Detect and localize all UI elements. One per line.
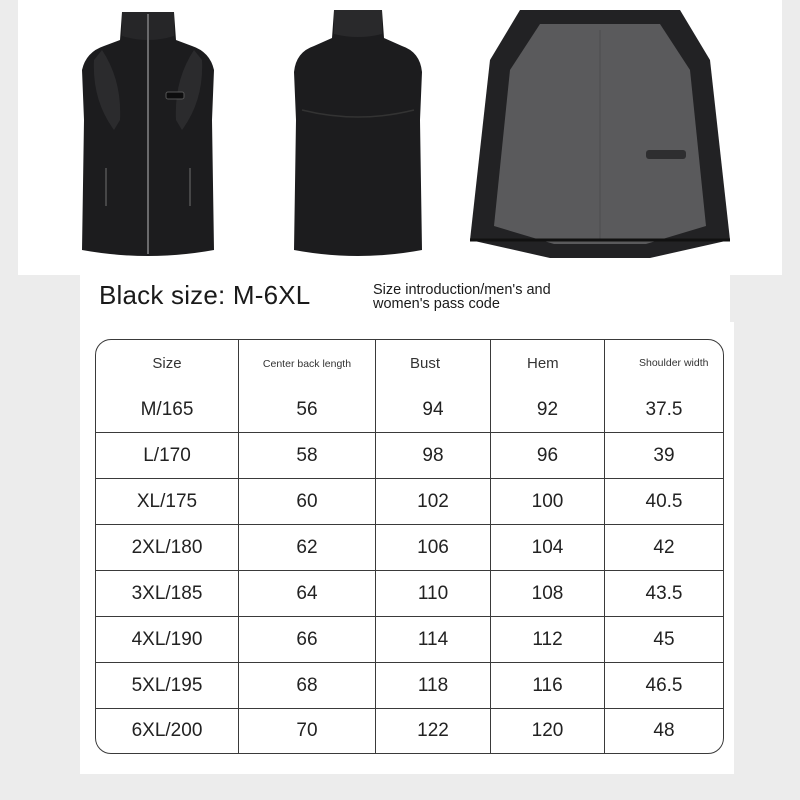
cell-size: L/170 [96,433,239,479]
cell-size: M/165 [96,387,239,433]
header-bust: Bust [376,340,491,387]
cell-shoulder-width: 46.5 [605,663,723,709]
cell-center-back-length: 56 [239,387,376,433]
table-row [96,709,723,753]
cell-center-back-length: 58 [239,433,376,479]
cell-shoulder-width: 37.5 [605,387,723,433]
cell-shoulder-width: 45 [605,617,723,663]
cell-shoulder-width: 40.5 [605,479,723,525]
page-title: Black size: M-6XL [99,280,311,310]
cell-hem: 92 [491,387,605,433]
table-row [96,479,723,525]
header-shoulder-width: Shoulder width [639,357,709,369]
header-size: Size [96,340,239,387]
cell-hem: 116 [491,663,605,709]
table-row [96,525,723,571]
size-note: Size introduction/men's and women's pass code [373,282,551,312]
cell-size: 2XL/180 [96,525,239,571]
cell-bust: 98 [376,433,491,479]
cell-size: 4XL/190 [96,617,239,663]
cell-size: 6XL/200 [96,709,239,753]
cell-shoulder-width: 42 [605,525,723,571]
table-row [96,617,723,663]
cell-bust: 110 [376,571,491,617]
vest-front-illustration [62,0,234,270]
cell-hem: 120 [491,709,605,753]
cell-hem: 108 [491,571,605,617]
table-row [96,571,723,617]
vest-back-image [272,0,444,270]
cell-center-back-length: 70 [239,709,376,753]
cell-bust: 106 [376,525,491,571]
cell-shoulder-width: 43.5 [605,571,723,617]
cell-bust: 122 [376,709,491,753]
table-row [96,663,723,709]
cell-bust: 114 [376,617,491,663]
vest-inner-illustration [450,0,745,270]
header-hem: Hem [491,340,605,387]
table-row [96,387,723,433]
cell-center-back-length: 66 [239,617,376,663]
cell-bust: 118 [376,663,491,709]
table-row [96,433,723,479]
cell-center-back-length: 62 [239,525,376,571]
cell-hem: 112 [491,617,605,663]
vest-front-image [62,0,234,270]
cell-size: 3XL/185 [96,571,239,617]
cell-hem: 96 [491,433,605,479]
cell-shoulder-width: 48 [653,720,675,741]
cell-hem: 100 [491,479,605,525]
cell-shoulder-width: 39 [605,433,723,479]
cell-center-back-length: 64 [239,571,376,617]
cell-bust: 94 [376,387,491,433]
cell-size: XL/175 [96,479,239,525]
cell-center-back-length: 60 [239,479,376,525]
table-header-row [96,340,723,387]
vest-back-illustration [272,0,444,270]
cell-hem: 104 [491,525,605,571]
cell-center-back-length: 68 [239,663,376,709]
cell-size: 5XL/195 [96,663,239,709]
size-chart-table [95,339,724,754]
cell-bust: 102 [376,479,491,525]
header-center-back-length: Center back length [239,340,376,387]
vest-inner-image [450,0,745,270]
